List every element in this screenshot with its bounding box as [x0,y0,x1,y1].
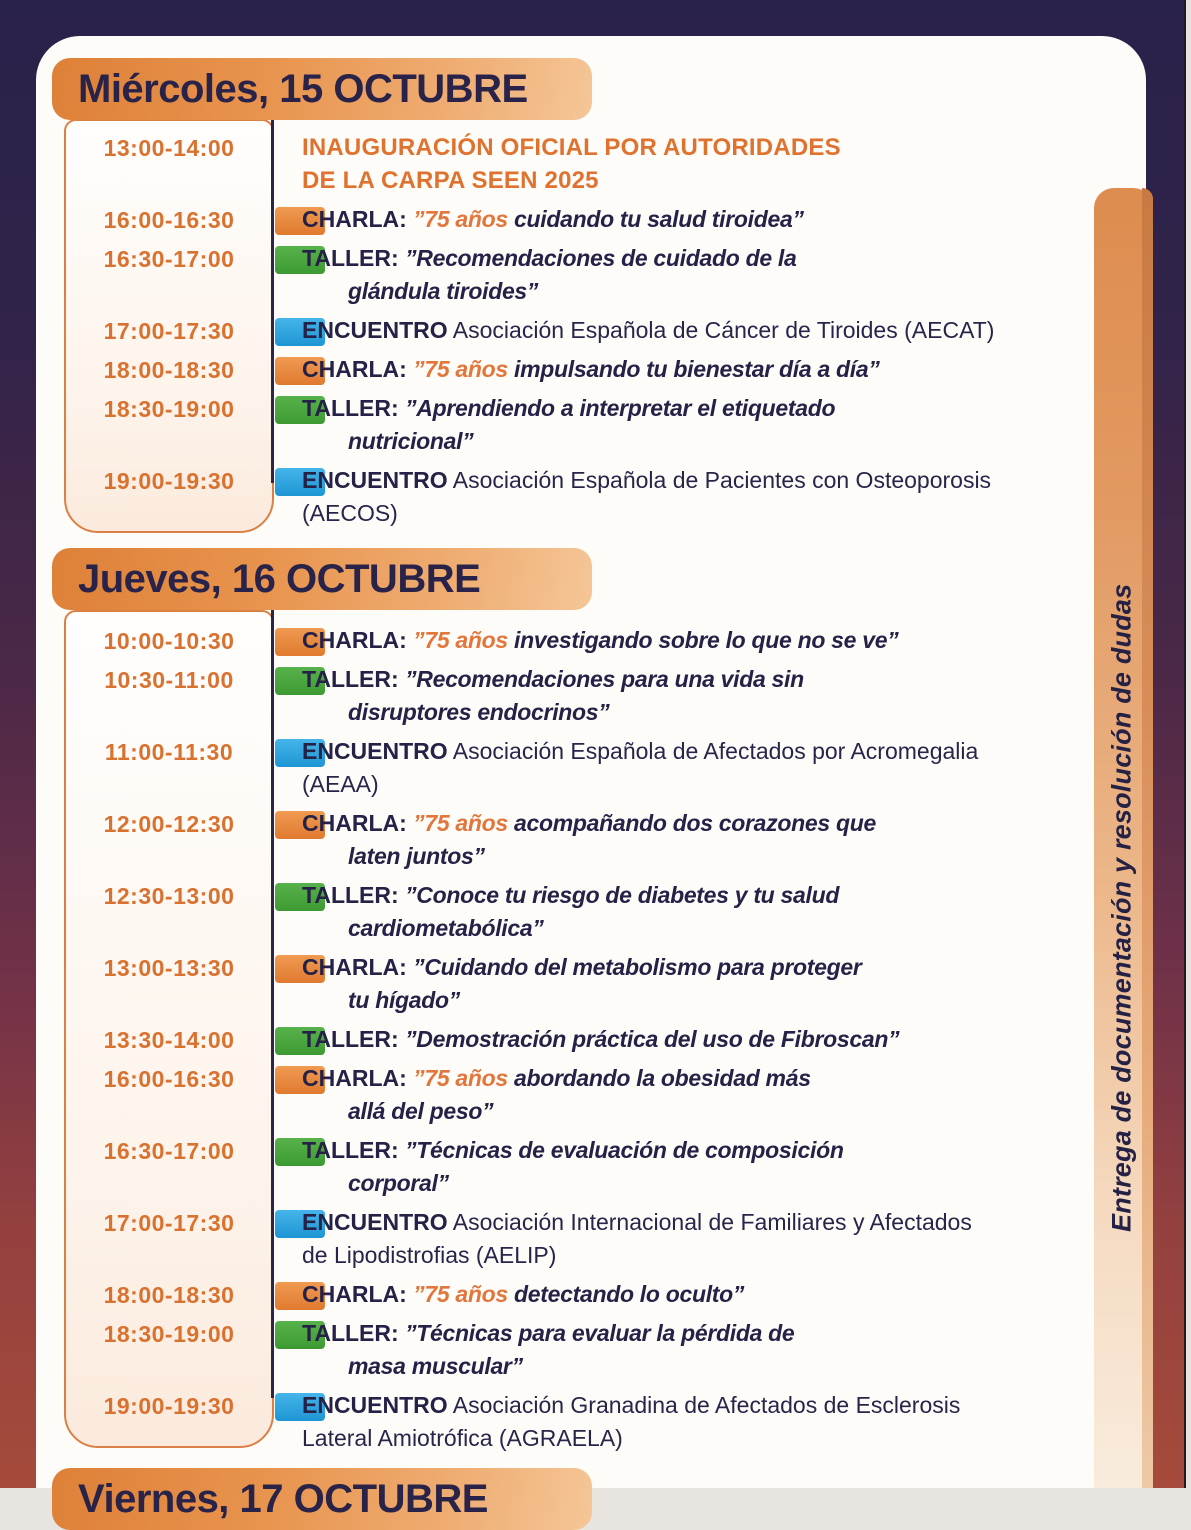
event-title-accent: ”75 años [413,206,508,232]
event-title-accent: ”75 años [413,810,508,836]
event-time: 17:00-17:30 [103,318,235,344]
event-description-line: de Lipodistrofias (AELIP) [302,1242,557,1268]
event-row [64,392,1094,458]
event-entry [274,392,1094,458]
event-label: ENCUENTRO [302,317,448,343]
event-entry [274,807,1094,873]
event-label: ENCUENTRO [302,1209,448,1235]
side-banner [1094,188,1153,1488]
event-title: ”Cuidando del metabolismo para proteger [413,954,862,980]
event-label: CHARLA: [302,206,407,232]
day-title: Miércoles, 15 OCTUBRE [78,66,528,111]
event-row [64,879,1094,945]
event-time: 16:00-16:30 [103,1066,235,1092]
event-entry [274,314,1094,347]
event-entry [274,203,1094,236]
event-label: ENCUENTRO [302,467,448,493]
event-title: cuidando tu salud tiroidea” [507,206,804,232]
event-title-accent: ”75 años [413,1281,508,1307]
event-description-line: Lateral Amiotrófica (AGRAELA) [302,1425,623,1451]
event-title-line: corporal” [348,1170,449,1196]
event-label: CHARLA: [302,1065,407,1091]
event-title: abordando la obesidad más [507,1065,811,1091]
event-description: Asociación Granadina de Afectados de Esclerosis [452,1392,961,1418]
event-description-line: (AECOS) [302,500,398,526]
event-title: ”Conoce tu riesgo de diabetes y tu salud [405,882,840,908]
event-time: 12:00-12:30 [103,811,235,837]
event-title-line: nutricional” [348,428,474,454]
event-label: TALLER: [302,1320,399,1346]
event-entry [274,1317,1094,1383]
event-row [64,735,1094,801]
event-entry [274,1023,1094,1056]
event-entry [274,663,1094,729]
event-label: TALLER: [302,1026,399,1052]
event-title-line: cardiometabólica” [348,915,544,941]
scan-edge [1186,0,1191,1488]
event-title-line: laten juntos” [348,843,485,869]
event-time: 12:30-13:00 [103,883,235,909]
schedule-section [64,119,1094,536]
event-label: CHARLA: [302,356,407,382]
event-entry [274,1278,1094,1311]
event-row [64,951,1094,1017]
event-label: CHARLA: [302,954,407,980]
event-row [64,242,1094,308]
event-title: impulsando tu bienestar día a día” [507,356,880,382]
event-title: detectando lo oculto” [507,1281,745,1307]
event-title-line: glándula tiroides” [348,278,539,304]
event-title-line: tu hígado” [348,987,460,1013]
event-label: ENCUENTRO [302,738,448,764]
event-time: 19:00-19:30 [103,1393,235,1419]
event-entry [274,464,1094,530]
event-row [64,807,1094,873]
event-label: TALLER: [302,666,399,692]
event-label: TALLER: [302,395,399,421]
event-row [64,1317,1094,1383]
event-rows [64,610,1094,1455]
event-entry [274,131,1094,197]
event-entry [274,879,1094,945]
event-entry [274,1206,1094,1272]
event-row [64,1278,1094,1311]
event-entry [274,1134,1094,1200]
event-time: 17:00-17:30 [103,1210,235,1236]
side-banner-shadow-edge [1142,188,1153,1488]
event-time: 16:30-17:00 [103,246,235,272]
event-time: 18:00-18:30 [103,357,235,383]
event-label: TALLER: [302,1137,399,1163]
event-time: 18:30-19:00 [103,1321,235,1347]
event-row [64,353,1094,386]
event-time: 11:00-11:30 [104,739,234,765]
event-label: CHARLA: [302,627,407,653]
event-entry [274,735,1094,801]
event-time: 13:00-13:30 [103,955,235,981]
day-banner [52,58,592,120]
event-title: investigando sobre lo que no se ve” [507,627,899,653]
event-entry [274,1062,1094,1128]
event-title: ”Demostración práctica del uso de Fibroscan” [405,1026,900,1052]
event-rows [64,119,1094,530]
day-title: Viernes, 17 OCTUBRE [78,1476,488,1521]
event-row [64,203,1094,236]
event-title-line: allá del peso” [348,1098,494,1124]
event-label: ENCUENTRO [302,1392,448,1418]
event-entry [274,242,1094,308]
event-label: CHARLA: [302,1281,407,1307]
event-row [64,131,1094,197]
day-banner [52,1468,592,1530]
event-entry [274,353,1094,386]
event-time: 10:00-10:30 [103,628,235,654]
event-title-accent: ”75 años [413,356,508,382]
event-entry [274,624,1094,657]
event-title: acompañando dos corazones que [507,810,876,836]
event-entry [274,951,1094,1017]
day-banner [52,548,592,610]
event-time: 18:30-19:00 [103,396,235,422]
event-title: ”Recomendaciones para una vida sin [405,666,804,692]
event-title: ”Recomendaciones de cuidado de la [405,245,797,271]
event-description: Asociación Internacional de Familiares y Afectados [452,1209,972,1235]
event-title-line: disruptores endocrinos” [348,699,610,725]
event-row [64,1206,1094,1272]
event-row [64,464,1094,530]
event-time: 13:00-14:00 [103,135,235,161]
event-label: TALLER: [302,882,399,908]
event-title: ”Técnicas para evaluar la pérdida de [405,1320,795,1346]
event-title-line: masa muscular” [348,1353,523,1379]
event-row [64,663,1094,729]
event-row [64,1389,1094,1455]
event-time: 18:00-18:30 [103,1282,235,1308]
event-row [64,1062,1094,1128]
event-description: Asociación Española de Pacientes con Osteoporosis [452,467,992,493]
event-row [64,314,1094,347]
event-description: Asociación Española de Cáncer de Tiroides (AECAT) [452,317,995,343]
event-time: 16:30-17:00 [103,1138,235,1164]
event-title: ”Aprendiendo a interpretar el etiquetado [405,395,836,421]
event-description: Asociación Española de Afectados por Acromegalia [452,738,979,764]
event-title-accent: ”75 años [413,1065,508,1091]
event-title-line: INAUGURACIÓN OFICIAL POR AUTORIDADES [302,134,841,161]
event-title-accent: ”75 años [413,627,508,653]
event-row [64,1023,1094,1056]
event-row [64,1134,1094,1200]
event-entry [274,1389,1094,1455]
event-time: 16:00-16:30 [103,207,235,233]
event-time: 13:30-14:00 [103,1027,235,1053]
event-row [64,624,1094,657]
side-banner-label: Entrega de documentación y resolución de dudas [1106,583,1137,1233]
event-time: 10:30-11:00 [104,667,234,693]
event-description-line: (AEAA) [302,771,379,797]
schedule-section [64,610,1094,1461]
day-title: Jueves, 16 OCTUBRE [78,556,481,601]
event-title: ”Técnicas de evaluación de composición [405,1137,844,1163]
event-title-line: DE LA CARPA SEEN 2025 [302,167,599,194]
event-time: 19:00-19:30 [103,468,235,494]
event-label: CHARLA: [302,810,407,836]
event-label: TALLER: [302,245,399,271]
